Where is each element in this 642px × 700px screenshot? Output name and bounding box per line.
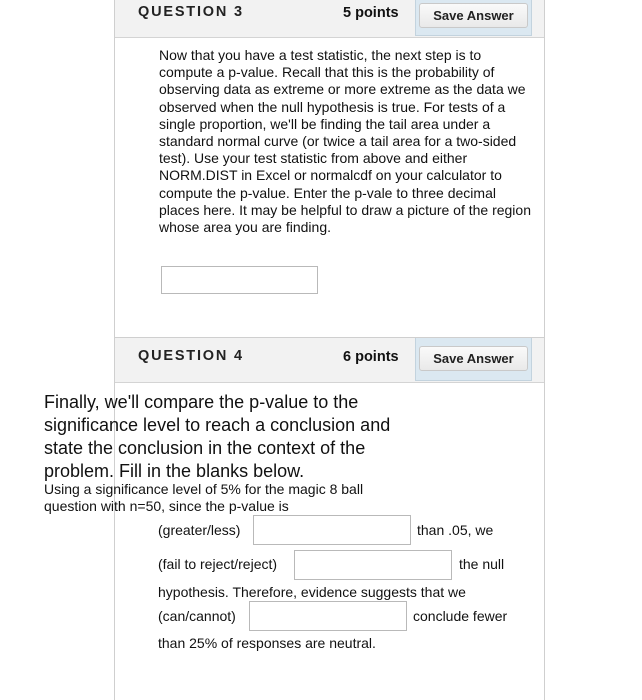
final-line: than 25% of responses are neutral. bbox=[158, 635, 376, 651]
can-cannot-input[interactable] bbox=[249, 601, 407, 631]
question-3-header bbox=[115, 0, 544, 38]
label-greater-less: (greater/less) bbox=[158, 522, 241, 538]
question-4-intro: Finally, we'll compare the p-value to the significance level to reach a conclusion and state the conclusion in the context of the problem. Fill in the blanks below. bbox=[44, 392, 391, 481]
question-3-answer-input[interactable] bbox=[161, 266, 318, 294]
question-4-sentence-start: Using a significance level of 5% for the magic 8 ball question with n=50, since the p-value is bbox=[44, 481, 364, 514]
question-3-title: QUESTION 3 bbox=[138, 4, 244, 20]
question-3-panel bbox=[114, 0, 545, 338]
question-3-save-answer-button[interactable]: Save Answer bbox=[419, 3, 528, 28]
after-blank-1-text: than .05, we bbox=[417, 522, 494, 538]
after-blank-2-text: the null bbox=[459, 556, 505, 572]
question-4-save-answer-button[interactable]: Save Answer bbox=[419, 346, 528, 371]
question-3-points: 5 points bbox=[343, 5, 399, 21]
greater-less-input[interactable] bbox=[253, 515, 411, 545]
after-blank-3-text: conclude fewer bbox=[413, 608, 508, 624]
hypothesis-line: hypothesis. Therefore, evidence suggests that we bbox=[158, 584, 466, 600]
question-4-save-area bbox=[415, 338, 532, 381]
question-3-prompt: Now that you have a test statistic, the next step is to compute a p-value. Recall that this is the probability of observing data as extreme or more extreme as the data we observed when the null hypothesis is true. For tests of a single proportion, we'll be finding the tail area under a standard normal curve (or twice a tail area for a two-sided test). Use your test statistic from above and either NORM.DIST in Excel or normalcdf on your calculator to compute the p-value. Enter the p-vale to three decimal places here. It may be helpful to draw a picture of the region whose area you are finding. bbox=[159, 47, 531, 236]
question-4-title: QUESTION 4 bbox=[138, 348, 244, 364]
question-4-points: 6 points bbox=[343, 349, 399, 365]
question-4-header bbox=[115, 338, 544, 383]
label-fail-to-reject-reject: (fail to reject/reject) bbox=[158, 556, 278, 572]
fail-reject-input[interactable] bbox=[294, 550, 452, 580]
label-can-cannot: (can/cannot) bbox=[158, 608, 236, 624]
question-3-save-area bbox=[415, 0, 532, 36]
